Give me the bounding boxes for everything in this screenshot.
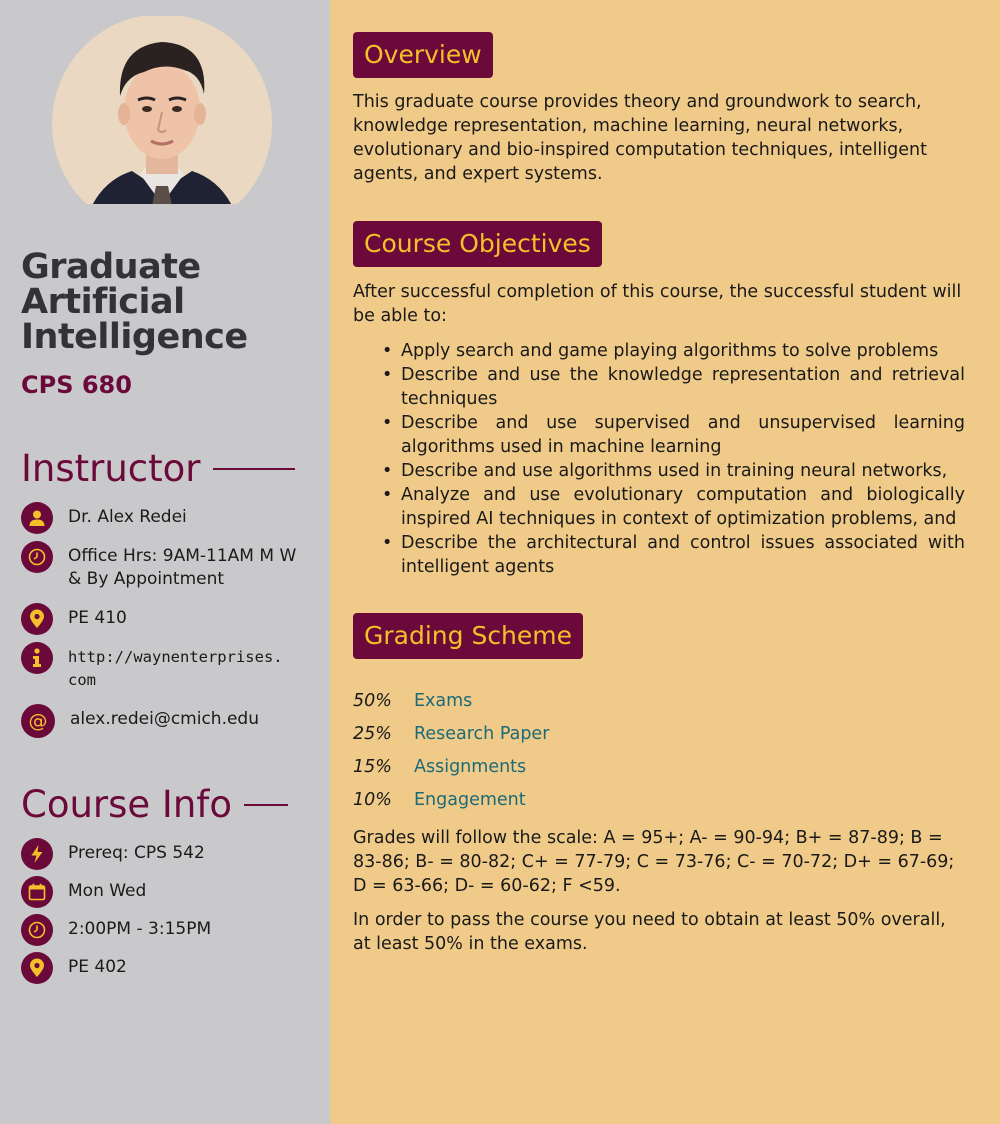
office-hours-line: & By Appointment	[68, 569, 225, 589]
website-link[interactable]	[68, 642, 283, 692]
list-item: • Describe the architectural and control issues associated with intelligent agents	[380, 531, 965, 579]
heading-rule	[213, 468, 295, 470]
svg-text:@: @	[28, 710, 48, 732]
grade-component: Engagement	[414, 790, 526, 810]
prereq: Prereq: CPS 542	[68, 843, 205, 863]
main-content	[330, 0, 1000, 1124]
at-icon	[21, 704, 55, 738]
class-days: Mon Wed	[68, 881, 147, 901]
grade-row	[353, 722, 549, 746]
grade-scale-text: Grades will follow the scale: A = 95+; A- = 90-94; B+ = 87-89; B = 83-86; B- = 80-82; C+ = 77-79; C = 73-76; C- = 70-72; D+ = 67-69; D = 63-66; D- = 60-62; F <59.	[353, 828, 955, 896]
office-row	[21, 603, 127, 635]
office-location: PE 410	[68, 608, 127, 628]
grade-percent: 15%	[353, 757, 392, 777]
info-icon	[21, 642, 53, 674]
grade-component: Assignments	[414, 757, 527, 777]
grade-component: Research Paper	[414, 724, 550, 744]
course-code: CPS 680	[21, 371, 132, 399]
map-pin-icon	[21, 952, 53, 984]
email-link[interactable]: alex.redei@cmich.edu	[70, 709, 259, 729]
grade-percent: 25%	[353, 724, 392, 744]
class-room: PE 402	[68, 957, 127, 977]
email-row	[21, 704, 259, 738]
list-item: • Apply search and game playing algorithms to solve problems	[380, 339, 965, 363]
map-pin-icon	[21, 603, 53, 635]
objectives-label: Course Objectives	[353, 221, 602, 267]
course-title-line: Graduate	[21, 247, 201, 287]
overview-text: This graduate course provides theory and groundwork to search, knowledge representation, machine learning, neural networks, evolutionary and bio-inspired computation techniques, intelligent agents, and expert systems.	[353, 92, 927, 184]
pass-requirement-text: In order to pass the course you need to obtain at least 50% overall, at least 50% in the exams.	[353, 910, 946, 954]
time-row	[21, 914, 211, 946]
grade-row	[353, 788, 526, 812]
list-item: • Describe and use the knowledge representation and retrieval techniques	[380, 363, 965, 411]
class-time: 2:00PM - 3:15PM	[68, 919, 212, 939]
prereq-row	[21, 838, 205, 870]
grade-component: Exams	[414, 691, 473, 711]
course-title	[21, 247, 248, 357]
course-title-line: Intelligence	[21, 317, 248, 357]
grade-row	[353, 755, 526, 779]
grade-row	[353, 689, 472, 713]
instructor-heading-text: Instructor	[21, 447, 201, 490]
list-item: • Analyze and use evolutionary computation and biologically inspired AI techniques in context of optimization problems, and	[380, 483, 965, 531]
user-icon	[21, 502, 53, 534]
office-hours-line: Office Hrs: 9AM-11AM M W	[68, 546, 297, 566]
room-row	[21, 952, 127, 984]
grade-percent: 50%	[353, 691, 392, 711]
overview-label: Overview	[353, 32, 493, 78]
instructor-name-row	[21, 502, 187, 534]
grading-label: Grading Scheme	[353, 613, 583, 659]
grade-percent: 10%	[353, 790, 392, 810]
calendar-icon	[21, 876, 53, 908]
website-row	[21, 642, 283, 692]
website-line: com	[68, 671, 96, 689]
office-hours	[68, 541, 296, 591]
office-hours-row	[21, 541, 296, 591]
objectives-list	[380, 339, 965, 579]
course-title-line: Artificial	[21, 282, 185, 322]
instructor-photo	[52, 16, 272, 204]
list-item: • Describe and use supervised and unsupervised learning algorithms used in machine learning	[380, 411, 965, 459]
clock-icon	[21, 914, 53, 946]
objectives-intro: After successful completion of this course, the successful student will be able to:	[353, 282, 962, 326]
heading-rule	[244, 804, 288, 806]
bolt-icon	[21, 838, 53, 870]
course-info-heading-text: Course Info	[21, 783, 232, 826]
sidebar	[0, 0, 330, 1124]
list-item: • Describe and use algorithms used in training neural networks,	[380, 459, 965, 483]
clock-icon	[21, 541, 53, 573]
instructor-heading	[21, 447, 295, 490]
website-line: http://waynenterprises.	[68, 648, 283, 666]
days-row	[21, 876, 146, 908]
instructor-name: Dr. Alex Redei	[68, 507, 187, 527]
course-info-heading	[21, 783, 288, 826]
